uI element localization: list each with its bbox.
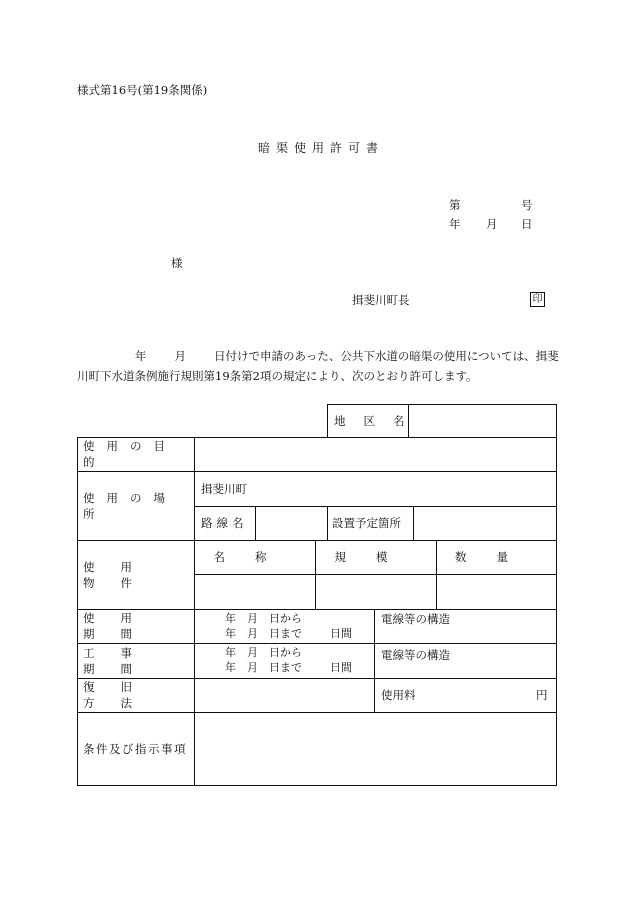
purpose-label: 使用の目的: [83, 439, 177, 469]
district-label: [334, 404, 423, 437]
use-period-to: 年 月 日まで: [225, 627, 302, 640]
date-day: 日: [521, 217, 533, 231]
col-scale-header: 規模: [334, 550, 418, 564]
place-label: 使用の場所: [83, 490, 177, 521]
use-period-days: 日間: [330, 627, 352, 640]
para-month: 月: [174, 349, 186, 363]
addressee-suffix: 様: [171, 256, 183, 270]
issuer-name: 揖斐川町長: [352, 293, 410, 307]
work-period-to: 年 月 日まで: [225, 661, 302, 674]
route-label: 路線名: [201, 516, 248, 530]
seal-mark: 印: [530, 292, 545, 307]
col-name-header: 名称: [213, 550, 297, 564]
permission-paragraph: [77, 346, 559, 386]
district-text: 地区名: [334, 413, 423, 428]
para-year: 年: [135, 349, 147, 363]
restoration-label: 復旧方法: [83, 680, 158, 710]
article-label: 使用物件: [83, 559, 158, 590]
work-period-days: 日間: [330, 661, 352, 674]
number-dai: 第: [449, 198, 461, 212]
fee-yen: 円: [536, 688, 548, 702]
date-year: 年: [449, 217, 461, 231]
form-number: 様式第16号(第19条関係): [77, 83, 208, 97]
date-month: 月: [486, 217, 498, 231]
document-title: 暗渠使用許可書: [258, 141, 385, 155]
number-go: 号: [521, 198, 533, 212]
place-value: 揖斐川町: [201, 481, 247, 496]
work-period-label: 工事期間: [83, 645, 158, 676]
fee-label: 使用料: [381, 688, 416, 702]
use-period-from: 年 月 日から: [225, 612, 302, 625]
use-wire-structure-label: 電線等の構造: [381, 612, 450, 626]
use-period-label: 使用期間: [83, 611, 158, 641]
conditions-label: 条件及び指示事項: [83, 741, 187, 756]
work-period-from: 年 月 日から: [225, 646, 302, 659]
work-wire-structure-label: 電線等の構造: [381, 648, 450, 662]
planned-location-label: 設置予定箇所: [332, 516, 401, 530]
col-quantity-header: 数量: [455, 550, 538, 564]
para-text: 日付けで申請のあった、公共下水道の暗渠の使用については、揖斐川町下水道条例施行規則第19条第2項の規定により、次のとおり許可します。: [77, 349, 559, 383]
